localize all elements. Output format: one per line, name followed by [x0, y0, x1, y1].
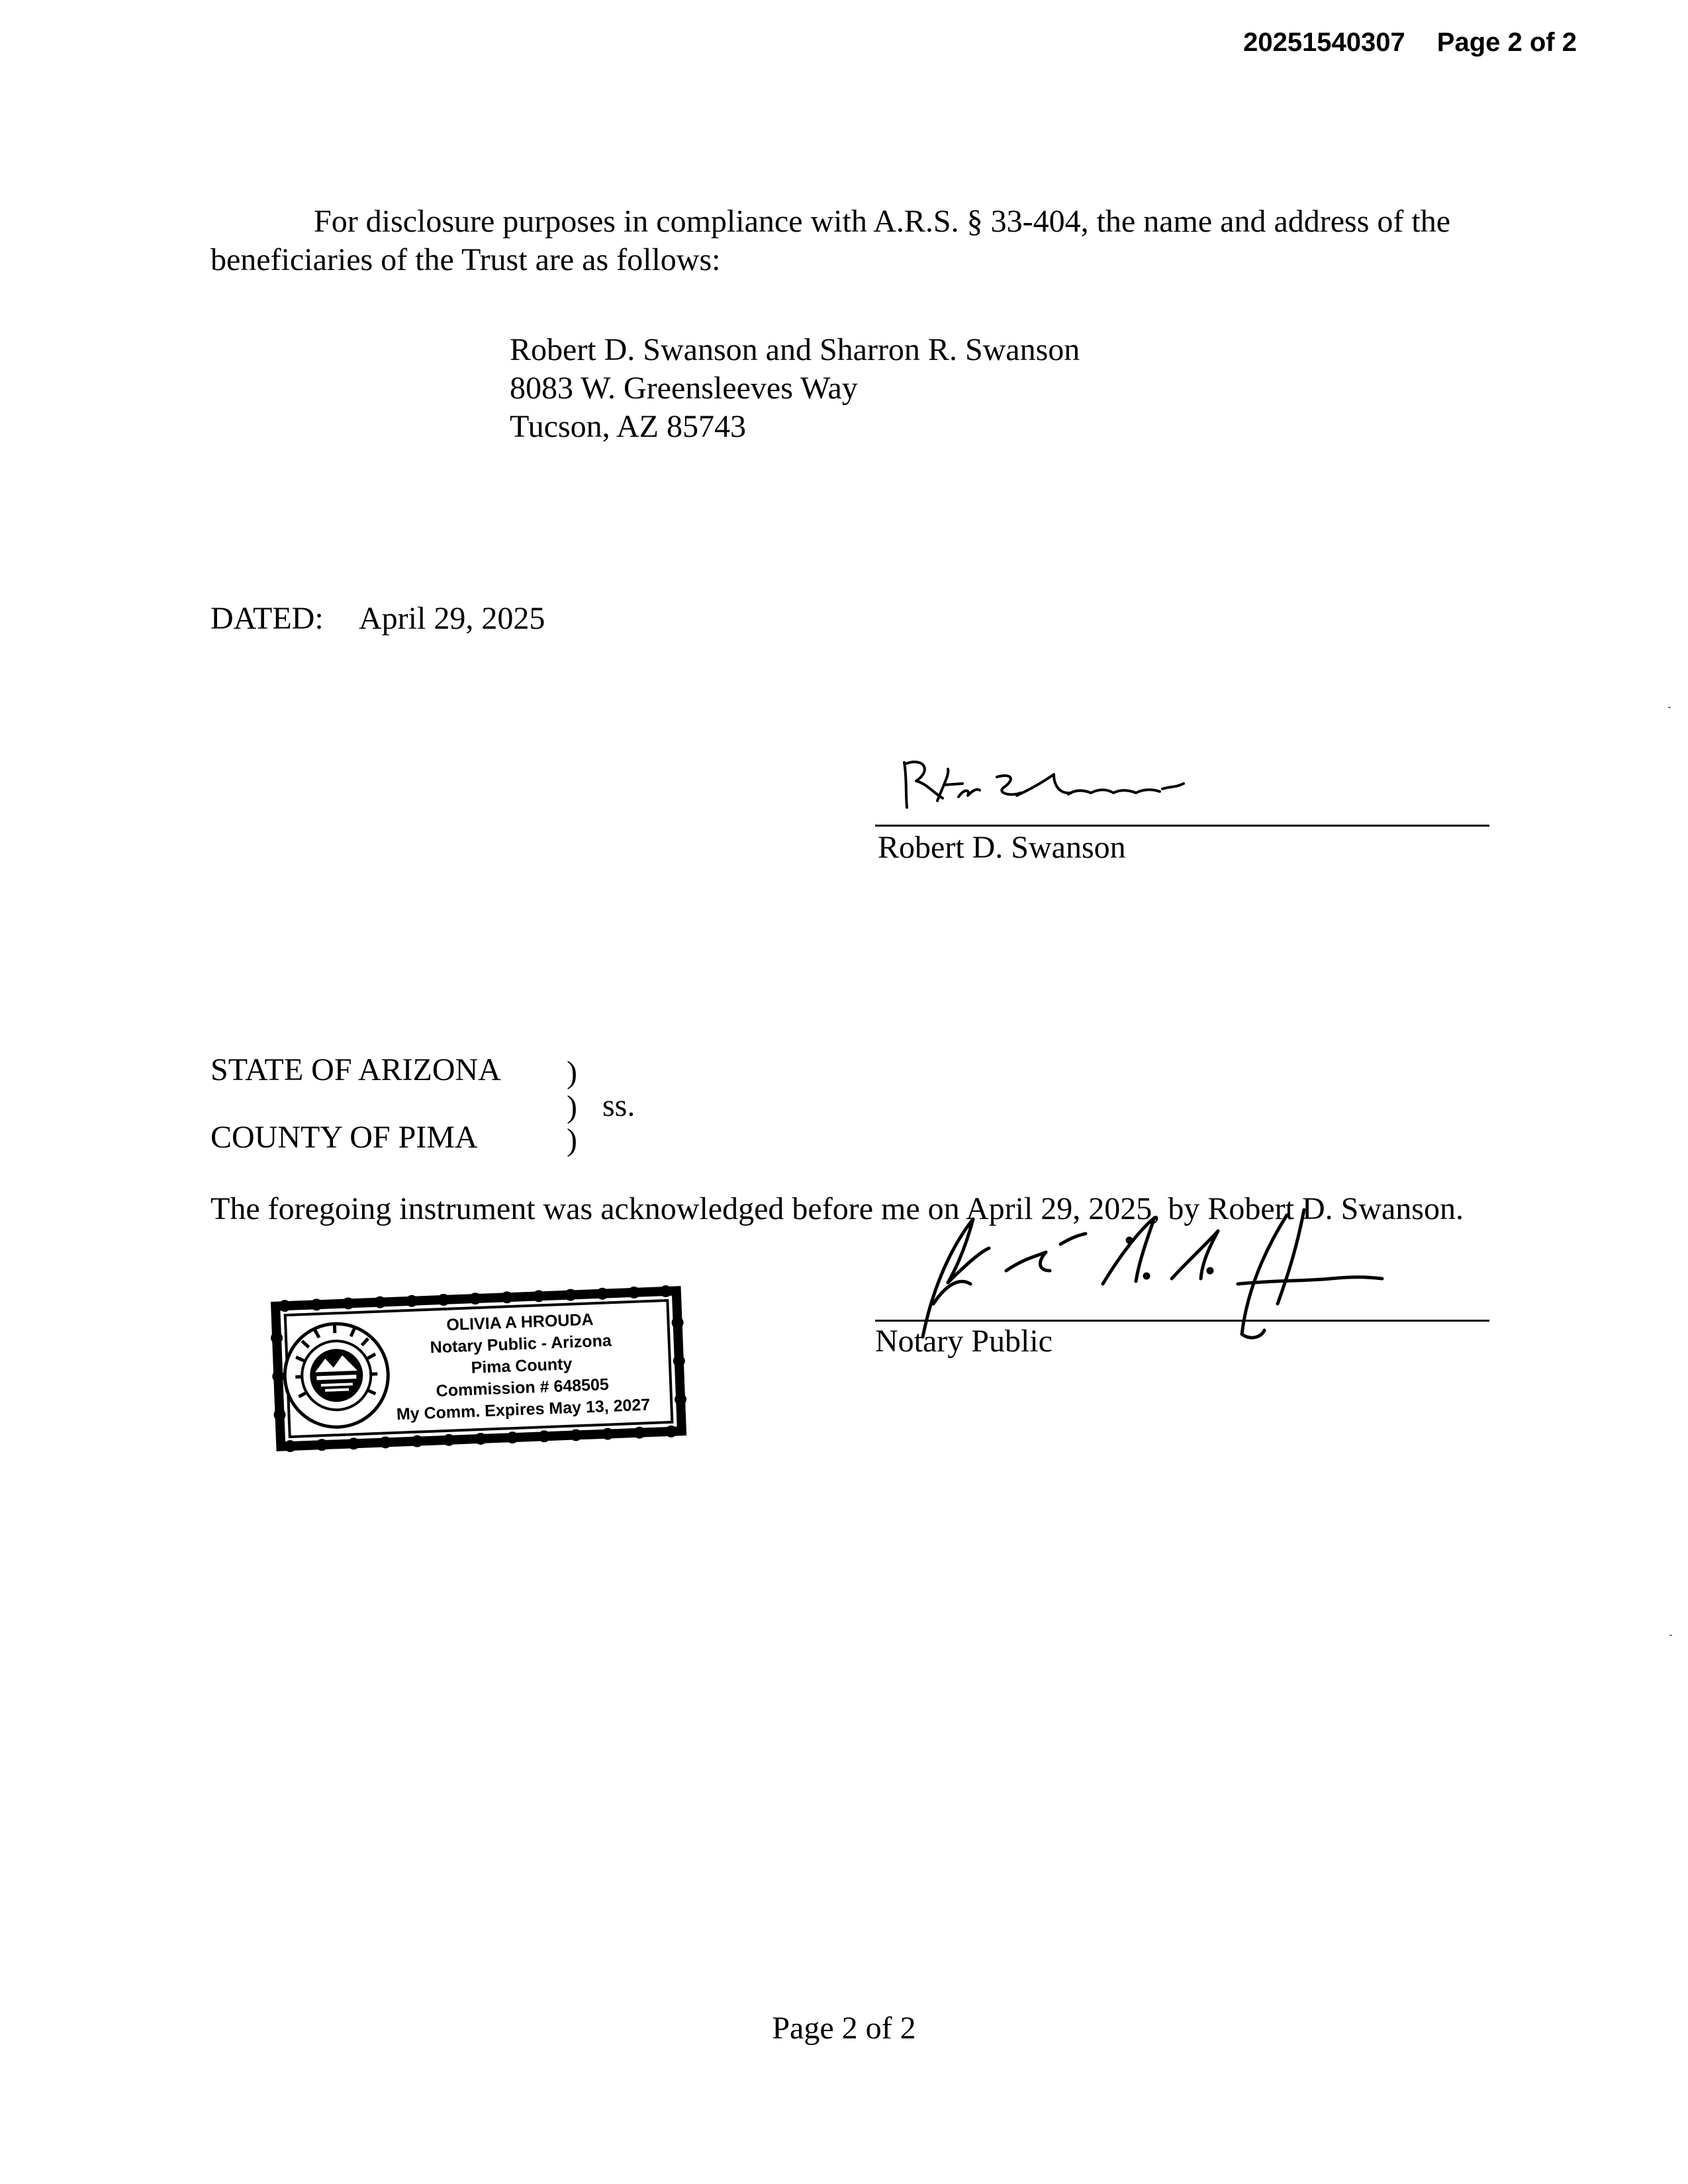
header-page-label: Page 2 of 2 — [1436, 28, 1577, 57]
notary-signature — [907, 1205, 1476, 1357]
disclosure-line-1: For disclosure purposes in compliance with A.R.S. § 33-404, the name and address of the — [314, 204, 1451, 239]
venue-county: COUNTY OF PIMA — [211, 1120, 478, 1155]
acknowledgment-by: , by — [1152, 1191, 1208, 1226]
venue-paren-2: ) — [567, 1089, 577, 1124]
disclosure-paragraph — [211, 203, 1508, 279]
scan-speck — [1669, 1635, 1672, 1636]
beneficiary-city-state-zip: Tucson, AZ 85743 — [510, 409, 746, 444]
notary-stamp-text — [381, 1306, 663, 1426]
page-footer: Page 2 of 2 — [772, 2011, 916, 2046]
notary-stamp-name: OLIVIA A HROUDA — [445, 1310, 594, 1335]
acknowledgment-date: April 29, 2025 — [965, 1191, 1152, 1226]
dated-date: April 29, 2025 — [359, 601, 545, 636]
venue-ss: ss. — [602, 1088, 635, 1123]
page-header — [1243, 26, 1577, 58]
notary-stamp-expires: My Comm. Expires May 13, 2027 — [396, 1395, 651, 1424]
notary-stamp-commission: Commission # 648505 — [436, 1375, 610, 1400]
state-seal-icon — [283, 1322, 390, 1429]
signer-signature-line — [875, 825, 1489, 827]
document-number: 20251540307 — [1243, 28, 1405, 57]
notary-stamp-title: Notary Public - Arizona — [430, 1331, 612, 1357]
signer-signature — [898, 754, 1189, 814]
notary-stamp-county: Pima County — [471, 1355, 573, 1377]
notary-stamp — [267, 1284, 690, 1452]
venue-paren-3: ) — [567, 1122, 577, 1158]
disclosure-line-2: beneficiaries of the Trust are as follows: — [211, 242, 721, 277]
notary-public-label: Notary Public — [875, 1324, 1053, 1359]
venue-paren-1: ) — [567, 1055, 577, 1090]
acknowledgment-sentence: The foregoing instrument was acknowledged before me on April 29, 2025, by Robert D. Swanson. — [211, 1191, 1464, 1226]
beneficiary-street: 8083 W. Greensleeves Way — [510, 371, 858, 406]
venue-state: STATE OF ARIZONA — [211, 1052, 501, 1087]
signer-name: Robert D. Swanson — [878, 830, 1126, 865]
dated-label: DATED: — [211, 601, 324, 636]
beneficiary-address-block — [510, 331, 1080, 446]
acknowledgment-text: The foregoing instrument was acknowledged before me on — [211, 1191, 966, 1226]
scan-speck — [1668, 707, 1671, 708]
beneficiary-names: Robert D. Swanson and Sharron R. Swanson — [510, 332, 1080, 367]
acknowledgment-name: Robert D. Swanson — [1207, 1191, 1456, 1226]
dated-line — [211, 600, 545, 638]
